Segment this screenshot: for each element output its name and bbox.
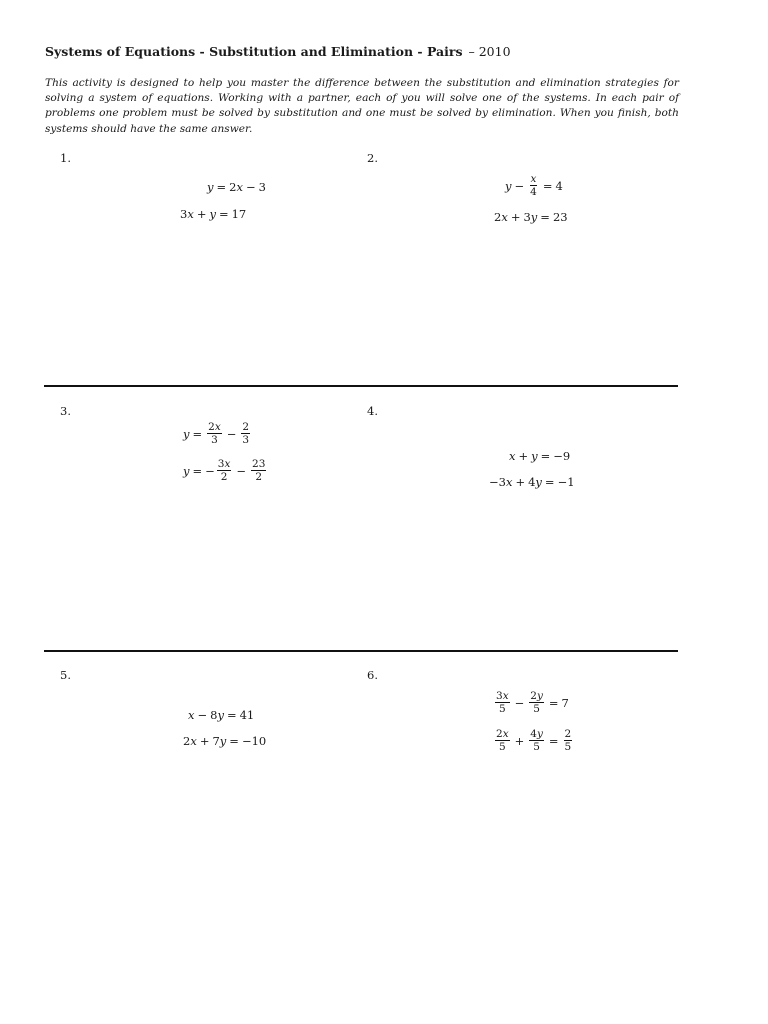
fraction: $\frac{x}{4}$ <box>530 173 537 198</box>
problem-5-equation-1: x − 8 y = 41 <box>188 708 255 722</box>
problem-1-equation-1: y = 2 x − 3 <box>207 180 266 194</box>
problem-5-number: 5. <box>60 668 71 682</box>
problem-1-number: 1. <box>60 151 71 165</box>
problem-6-equation-2: $\frac{2x}{5}$ + $\frac{4y}{5}$ = $\frac{2}{5}$ <box>496 728 572 753</box>
problem-6-equation-1: $\frac{3x}{5}$ − $\frac{2y}{5}$ = 7 <box>496 690 569 715</box>
fraction: $\frac{23}{2}$ <box>252 458 266 483</box>
problem-4-number: 4. <box>367 404 378 418</box>
problem-3-equation-1: y = $\frac{2x}{3}$ − $\frac{2}{3}$ <box>183 421 250 446</box>
title-text: Systems of Equations - Substitution and Elimination - Pairs <box>45 44 463 59</box>
fraction: $\frac{2x}{3}$ <box>208 421 221 446</box>
problem-2-equation-2: 2 x + 3 y = 23 <box>494 210 568 224</box>
problem-3-equation-2: y = − $\frac{3x}{2}$ − $\frac{23}{2}$ <box>183 458 266 483</box>
fraction: $\frac{2}{5}$ <box>564 728 572 753</box>
problem-2-number: 2. <box>367 151 378 165</box>
page-title <box>45 44 511 59</box>
fraction: $\frac{2x}{5}$ <box>496 728 509 753</box>
problem-6-number: 6. <box>367 668 378 682</box>
fraction: $\frac{4y}{5}$ <box>530 728 543 753</box>
problem-5-equation-2: 2 x + 7 y = −10 <box>183 734 267 748</box>
divider <box>44 650 678 652</box>
fraction: $\frac{3x}{2}$ <box>217 458 231 483</box>
problem-4-equation-1: x + y = −9 <box>509 449 571 463</box>
intro-paragraph: This activity is designed to help you master the difference between the substitution and elimination strategies for solving a system of equations. Working with a partner, each of you will solve one of the systems. In each pair of problems one problem must be solved by substitution and one must be solved by elimination. When you finish, both systems should have the same answer. <box>45 77 679 135</box>
title-year: – 2010 <box>468 44 511 59</box>
problem-3-number: 3. <box>60 404 71 418</box>
fraction: $\frac{2y}{5}$ <box>530 690 543 715</box>
divider <box>44 385 678 387</box>
problem-4-equation-2: −3 x + 4 y = −1 <box>489 475 575 489</box>
problem-2-equation-1: y − $\frac{x}{4}$ = 4 <box>505 173 563 198</box>
fraction: $\frac{2}{3}$ <box>242 421 250 446</box>
problem-1-equation-2: 3 x + y = 17 <box>180 207 247 221</box>
fraction: $\frac{3x}{5}$ <box>496 690 509 715</box>
